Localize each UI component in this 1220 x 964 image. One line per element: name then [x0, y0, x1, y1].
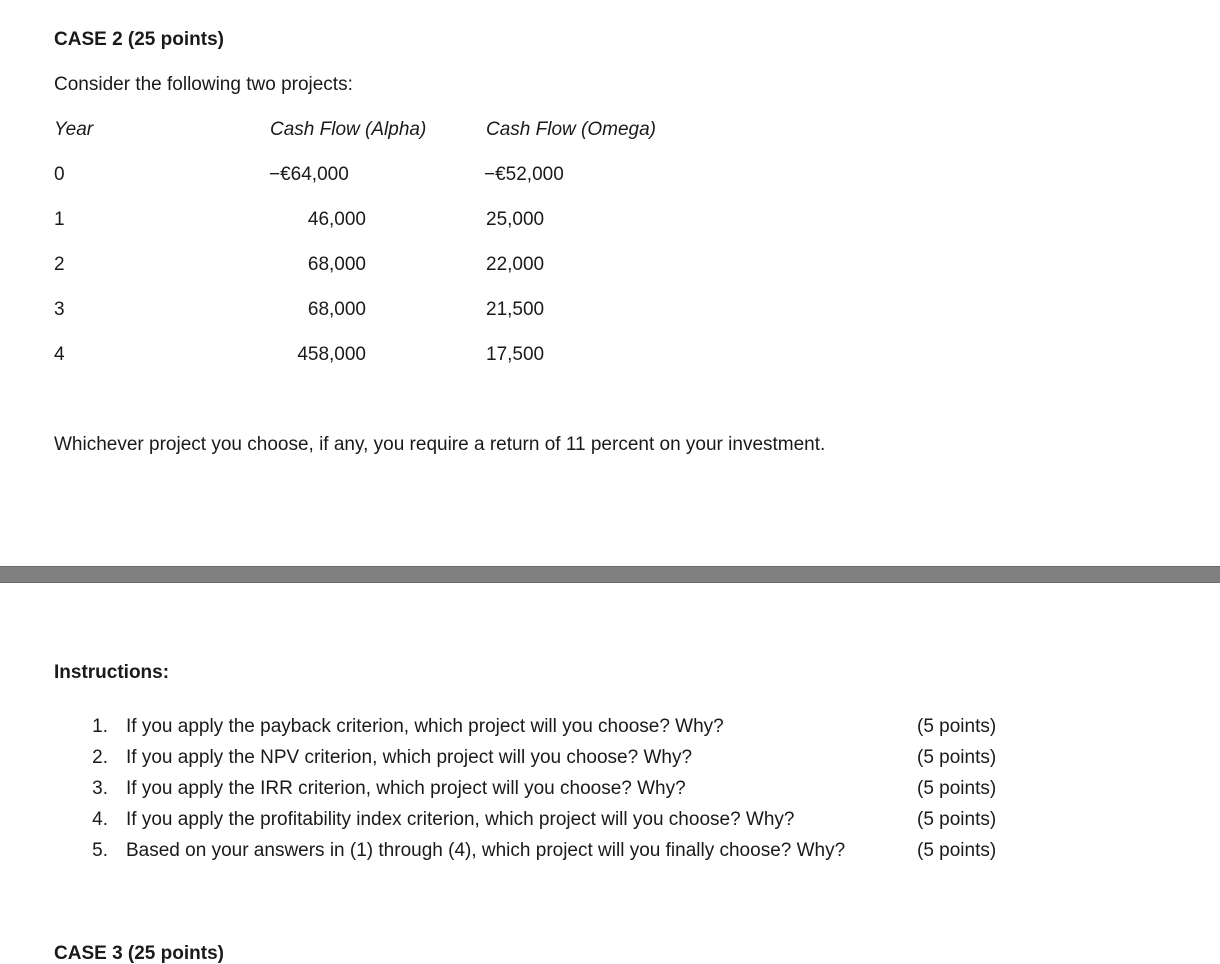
- omega-cell: 21,500: [486, 299, 545, 320]
- year-cell: 1: [54, 209, 65, 230]
- question-number: 4.: [92, 809, 108, 830]
- instructions-heading: Instructions:: [54, 662, 170, 683]
- question-number: 2.: [92, 747, 108, 768]
- question-text: If you apply the profitability index criterion, which project will you choose? Why?: [126, 809, 795, 830]
- next-case-title: CASE 3 (25 points): [54, 943, 224, 964]
- question-points: (5 points): [917, 809, 997, 830]
- question-number: 3.: [92, 778, 108, 799]
- year-cell: 0: [54, 164, 65, 185]
- alpha-cell: 458,000: [297, 344, 366, 365]
- question-number: 5.: [92, 840, 108, 861]
- alpha-cell: 68,000: [307, 254, 366, 275]
- requirement-text: Whichever project you choose, if any, you require a return of 11 percent on your investment.: [54, 434, 826, 455]
- question-text: If you apply the IRR criterion, which project will you choose? Why?: [126, 778, 686, 799]
- question-text: If you apply the NPV criterion, which project will you choose? Why?: [126, 747, 693, 768]
- year-cell: 4: [54, 344, 65, 365]
- intro-text: Consider the following two projects:: [54, 74, 353, 95]
- omega-cell: 25,000: [486, 209, 545, 230]
- question-points: (5 points): [917, 747, 997, 768]
- page-divider: [0, 566, 1220, 583]
- case-title: CASE 2 (25 points): [54, 29, 224, 50]
- alpha-cell: −€64,000: [269, 164, 349, 185]
- omega-cell: 22,000: [486, 254, 545, 275]
- header-alpha: Cash Flow (Alpha): [270, 119, 427, 140]
- question-points: (5 points): [917, 716, 997, 737]
- alpha-cell: 46,000: [307, 209, 366, 230]
- question-text: If you apply the payback criterion, which project will you choose? Why?: [126, 716, 724, 737]
- header-omega: Cash Flow (Omega): [486, 119, 656, 140]
- question-points: (5 points): [917, 840, 997, 861]
- omega-cell: 17,500: [486, 344, 545, 365]
- header-year: Year: [54, 119, 94, 140]
- omega-cell: −€52,000: [484, 164, 564, 185]
- question-number: 1.: [92, 716, 108, 737]
- year-cell: 2: [54, 254, 65, 275]
- alpha-cell: 68,000: [307, 299, 366, 320]
- year-cell: 3: [54, 299, 65, 320]
- question-points: (5 points): [917, 778, 997, 799]
- question-text: Based on your answers in (1) through (4), which project will you finally choose? Why?: [126, 840, 846, 861]
